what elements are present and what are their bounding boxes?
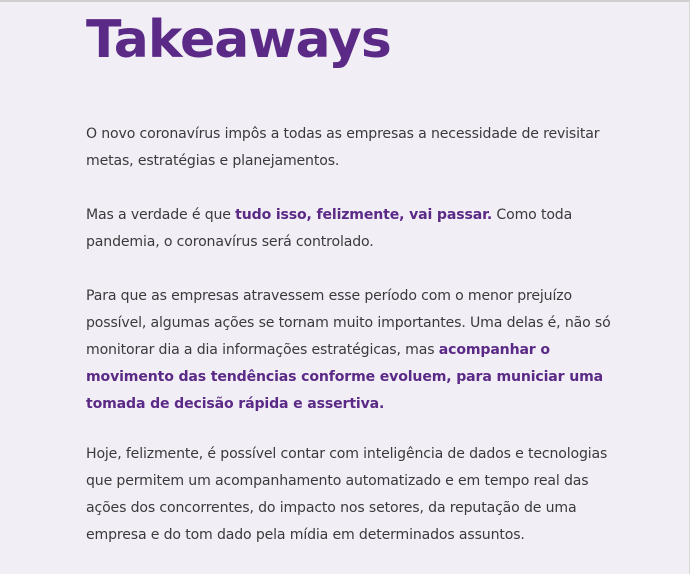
paragraph-pandemic-text-after: Como toda pandemia, o coronavírus será controlado. bbox=[86, 207, 573, 250]
paragraph-data-intelligence bbox=[86, 441, 626, 549]
paragraph-actions-highlight: acompanhar o movimento das tendências conforme evoluem, para municiar uma tomada de decisão rápida e assertiva. bbox=[86, 342, 604, 412]
paragraph-intro-text: O novo coronavírus impôs a todas as empresas a necessidade de revisitar metas, estratégias e planejamentos. bbox=[86, 126, 600, 169]
paragraph-pandemic bbox=[86, 202, 626, 256]
top-divider bbox=[0, 0, 690, 2]
paragraph-actions-text-before: Para que as empresas atravessem esse período com o menor prejuízo possível, algumas ações se tornam muito importantes. Uma delas é, não só monitorar dia a dia informações estratégicas, mas bbox=[86, 288, 611, 358]
paragraph-actions bbox=[86, 283, 626, 418]
paragraph-intro bbox=[86, 121, 626, 175]
paragraph-pandemic-highlight: tudo isso, felizmente, vai passar. bbox=[235, 207, 493, 223]
page-title: Takeaways bbox=[86, 10, 391, 70]
paragraph-data-intelligence-text: Hoje, felizmente, é possível contar com inteligência de dados e tecnologias que permitem um acompanhamento automatizado e em tempo real das ações dos concorrentes, do impacto nos setores, da reputação de uma empresa e do tom dado pela mídia em determinados assuntos. bbox=[86, 446, 608, 543]
paragraph-pandemic-text-before: Mas a verdade é que bbox=[86, 207, 236, 223]
